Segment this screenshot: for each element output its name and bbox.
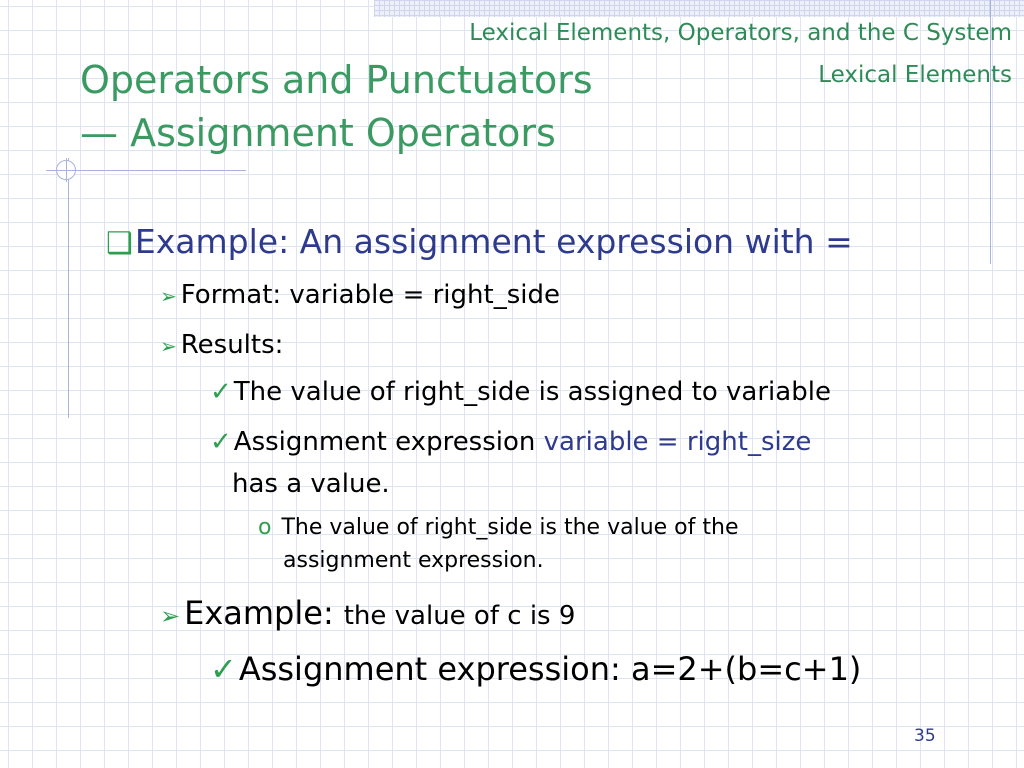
checkmark-icon: ✓ [210, 377, 232, 407]
result-2-continuation [232, 469, 390, 499]
circle-o-icon: o [258, 515, 272, 540]
page-number: 35 [914, 726, 936, 746]
check-result-2 [210, 427, 811, 457]
sub-line-1: The value of right_side is the value of the [281, 515, 739, 540]
checkbox-square-icon: ❑ [106, 226, 133, 261]
section-header-line1: Lexical Elements, Operators, and the C System [469, 20, 1012, 46]
section-header-line2: Lexical Elements [818, 62, 1012, 88]
checkmark-icon: ✓ [210, 650, 237, 688]
sub-bullet-continuation [283, 548, 544, 573]
result-2-line2: has a value. [232, 469, 390, 499]
slide-title-line1: Operators and Punctuators [80, 58, 593, 102]
check-expression [210, 650, 861, 688]
check-result-1 [210, 377, 831, 407]
example-heading-text: Example: An assignment expression with = [134, 222, 853, 261]
expression-text: Assignment expression: a=2+(b=c+1) [238, 650, 862, 688]
slide-title-line2: — Assignment Operators [80, 111, 556, 155]
arrow-right-icon: ➢ [160, 284, 177, 308]
results-text: Results: [180, 330, 284, 360]
result-2-prefix: Assignment expression [233, 427, 544, 457]
sub-bullet-value [258, 515, 738, 540]
arrow-right-icon: ➢ [160, 334, 177, 358]
result-2-highlight: variable = right_size [543, 427, 812, 457]
arrow-right-icon: ➢ [160, 602, 181, 630]
bullet-example-c [160, 594, 575, 632]
example-text: the value of c is 9 [343, 601, 576, 631]
sub-line-2: assignment expression. [283, 548, 544, 573]
result-1-text: The value of right_side is assigned to variable [233, 377, 831, 407]
bullet-results [160, 330, 283, 360]
format-text: Format: variable = right_side [180, 280, 560, 310]
checkmark-icon: ✓ [210, 427, 232, 457]
bullet-example-heading [106, 222, 853, 261]
bullet-format [160, 280, 560, 310]
example-label: Example: [184, 594, 334, 632]
